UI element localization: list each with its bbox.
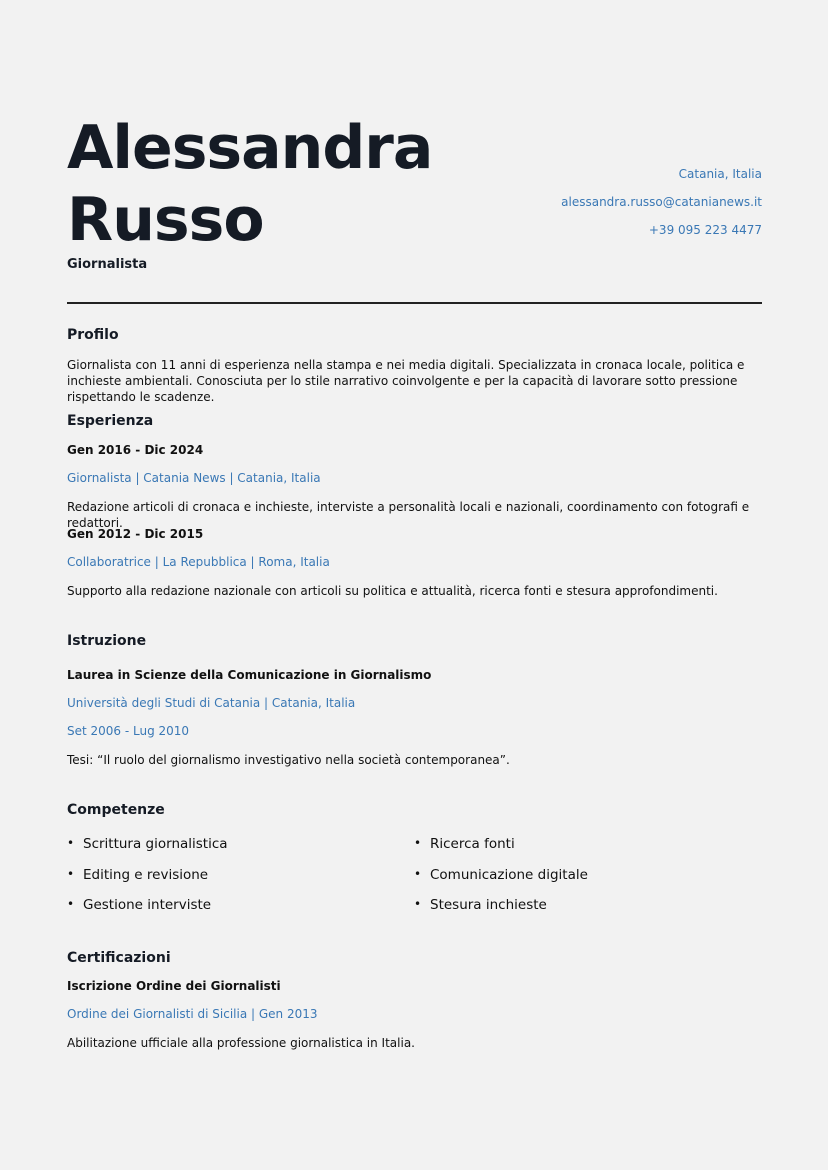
skill-label: Editing e revisione [83,867,209,883]
contact-location: Catania, Italia [678,167,762,181]
resume-header [67,112,762,302]
experience-1-role: Giornalista | Catania News | Catania, Italia [67,471,321,485]
education-school: Università degli Studi di Catania | Catania, Italia [67,696,356,710]
education-thesis: Tesi: “Il ruolo del giornalismo investigativo nella società contemporanea”. [67,753,510,767]
experience-2-description: Supporto alla redazione nazionale con articoli su politica e attualità, ricerca fonti e stesura approfondimenti. [67,584,718,598]
section-heading-experience: Esperienza [67,413,154,429]
resume-page [67,0,762,1170]
bullet-icon: • [414,836,422,850]
certification-description: Abilitazione ufficiale alla professione giornalistica in Italia. [67,1036,415,1050]
contact-block [561,160,762,244]
section-heading-skills: Competenze [67,802,165,818]
experience-2-role: Collaboratrice | La Repubblica | Roma, Italia [67,555,330,569]
skill-label: Scrittura giornalistica [83,836,228,852]
header-divider [67,302,762,304]
skill-label: Comunicazione digitale [430,867,588,883]
contact-phone[interactable]: +39 095 223 4477 [648,223,762,237]
bullet-icon: • [414,867,422,881]
experience-2-dates: Gen 2012 - Dic 2015 [67,527,204,541]
skill-label: Gestione interviste [83,897,212,913]
contact-email[interactable]: alessandra.russo@catanianews.it [561,195,762,209]
section-heading-education: Istruzione [67,633,147,649]
bullet-icon: • [414,897,422,911]
profile-text: Giornalista con 11 anni di esperienza nella stampa e nei media digitali. Specializzata in cronaca locale, politica e inchieste ambientali. Conosciuta per lo stile narrativo coinvolgente e per la capacità di lavorare sotto pressione rispettando le scadenze. [67,358,745,404]
name-first: Alessandra [67,113,433,183]
section-heading-certifications: Certificazioni [67,950,171,966]
bullet-icon: • [67,897,75,911]
bullet-icon: • [67,836,75,850]
certification-name: Iscrizione Ordine dei Giornalisti [67,979,281,993]
job-title: Giornalista [67,257,148,272]
section-heading-profile: Profilo [67,327,119,343]
bullet-icon: • [67,867,75,881]
experience-1-dates: Gen 2016 - Dic 2024 [67,443,204,457]
education-degree: Laurea in Scienze della Comunicazione in Giornalismo [67,668,432,682]
certification-issuer: Ordine dei Giornalisti di Sicilia | Gen 2013 [67,1007,318,1021]
experience-1-description: Redazione articoli di cronaca e inchieste, interviste a personalità locali e nazionali, coordinamento con fotografi e redattori. [67,500,750,530]
education-dates: Set 2006 - Lug 2010 [67,724,190,738]
name-last: Russo [67,185,264,255]
skill-label: Ricerca fonti [430,836,515,852]
skill-label: Stesura inchieste [430,897,547,913]
